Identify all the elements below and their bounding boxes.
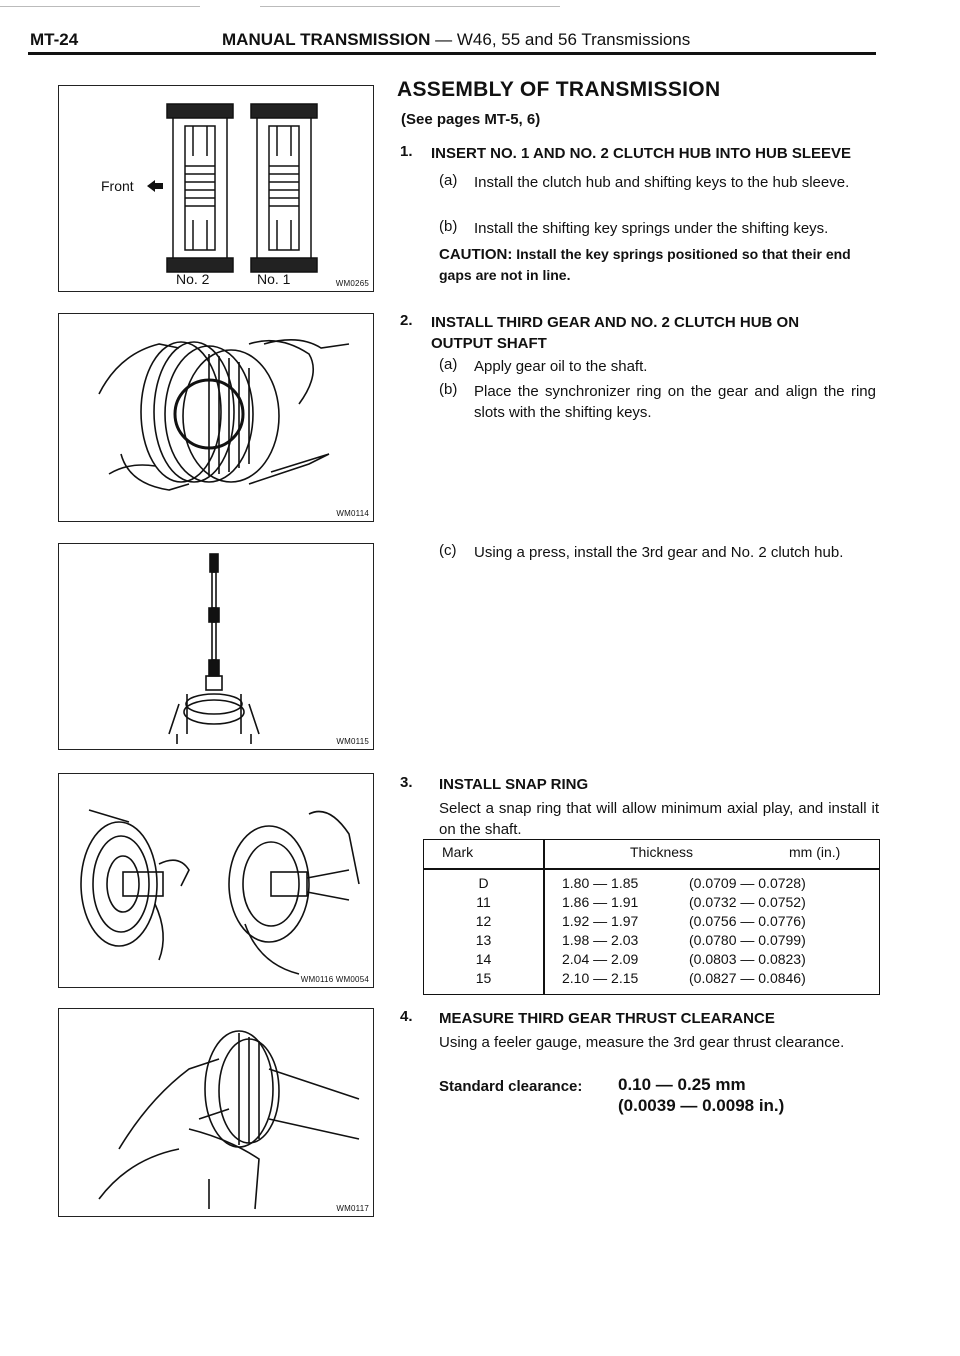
item-text: Apply gear oil to the shaft. xyxy=(474,358,648,375)
table-cell-mark: 12 xyxy=(475,913,492,929)
step-text: Using a feeler gauge, measure the 3rd gear thrust clearance. xyxy=(439,1034,845,1051)
step-number: 4. xyxy=(400,1008,413,1025)
figure-hub-sleeves xyxy=(58,85,374,292)
synchronizer-illustration xyxy=(59,314,373,521)
table-cell-mm: 1.98 — 2.03 xyxy=(562,932,639,948)
table-cell-inch: (0.0709 — 0.0728) xyxy=(689,875,806,891)
no1-label: No. 1 xyxy=(257,271,291,287)
table-cell-mark: D xyxy=(478,875,489,891)
item-label: (c) xyxy=(439,542,457,559)
press-illustration xyxy=(59,544,373,749)
step-number: 3. xyxy=(400,774,413,791)
figure-snap-ring xyxy=(58,773,374,988)
table-cell-mark: 14 xyxy=(475,951,492,967)
header-rule xyxy=(28,52,876,55)
step-title: INSERT NO. 1 AND NO. 2 CLUTCH HUB INTO HUB SLEEVE xyxy=(431,145,852,162)
spec-value-mm: 0.10 — 0.25 mm xyxy=(618,1075,746,1094)
scan-line xyxy=(260,6,560,7)
table-cell-inch: (0.0756 — 0.0776) xyxy=(689,913,806,929)
item-label: (a) xyxy=(439,172,458,189)
table-cell-mm: 1.80 — 1.85 xyxy=(562,875,639,891)
page-title-rest: — W46, 55 and 56 Transmissions xyxy=(430,30,691,49)
table-divider xyxy=(543,840,545,994)
page-code: MT-24 xyxy=(30,30,79,49)
step-number: 1. xyxy=(400,143,413,160)
feeler-gauge-illustration xyxy=(59,1009,373,1216)
table-cell-mm: 1.86 — 1.91 xyxy=(562,894,639,910)
figure-synchronizer-ring xyxy=(58,313,374,522)
section-reference: (See pages MT-5, 6) xyxy=(401,111,541,128)
figure-code: WM0117 xyxy=(336,1204,369,1213)
step-text: Select a snap ring that will allow minimum axial play, and install it on the shaft. xyxy=(439,800,879,838)
item-label: (b) xyxy=(439,381,458,398)
step-title: INSTALL THIRD GEAR AND NO. 2 CLUTCH HUB ON OUTPUT SHAFT xyxy=(431,314,800,352)
page-title-bold: MANUAL TRANSMISSION xyxy=(222,30,431,49)
table-cell-inch: (0.0827 — 0.0846) xyxy=(689,970,806,986)
table-divider xyxy=(424,868,879,870)
spec-label: Standard clearance: xyxy=(439,1078,583,1095)
figure-code: WM0265 xyxy=(335,279,369,288)
snap-ring-table xyxy=(423,839,880,995)
item-text: Using a press, install the 3rd gear and No. 2 clutch hub. xyxy=(474,544,844,561)
front-label: Front xyxy=(101,178,134,194)
table-cell-mark: 15 xyxy=(475,970,492,986)
table-cell-mark: 11 xyxy=(476,894,491,910)
figure-code: WM0114 xyxy=(336,509,369,518)
scan-line xyxy=(0,6,200,7)
table-header-mark: Mark xyxy=(442,844,474,860)
arrow-left-icon xyxy=(147,180,163,192)
item-text: Install the clutch hub and shifting keys to the hub sleeve. xyxy=(474,174,850,191)
step-title: INSTALL SNAP RING xyxy=(439,776,589,793)
item-label: (a) xyxy=(439,356,458,373)
step-number: 2. xyxy=(400,312,413,329)
figure-code: WM0115 xyxy=(336,737,369,746)
caution-note xyxy=(439,244,879,286)
no2-label: No. 2 xyxy=(176,271,210,287)
table-cell-inch: (0.0803 — 0.0823) xyxy=(689,951,806,967)
figure-code: WM0116 WM0054 xyxy=(300,975,369,984)
page-title xyxy=(222,30,690,50)
table-cell-mark: 13 xyxy=(475,932,492,948)
item-text: Install the shifting key springs under the shifting keys. xyxy=(474,220,829,237)
table-cell-inch: (0.0780 — 0.0799) xyxy=(689,932,806,948)
caution-label: CAUTION: xyxy=(439,246,513,263)
figure-feeler-gauge xyxy=(58,1008,374,1217)
table-cell-mm: 1.92 — 1.97 xyxy=(562,913,639,929)
table-cell-mm: 2.04 — 2.09 xyxy=(562,951,639,967)
table-header-thickness: Thickness xyxy=(630,844,694,860)
section-title: ASSEMBLY OF TRANSMISSION xyxy=(397,78,721,101)
item-label: (b) xyxy=(439,218,458,235)
caution-text: Install the key springs positioned so that their end gaps are not in line. xyxy=(439,246,851,283)
table-header-unit: mm (in.) xyxy=(789,844,841,860)
table-cell-inch: (0.0732 — 0.0752) xyxy=(689,894,806,910)
snap-ring-illustration xyxy=(59,774,373,987)
table-cell-mm: 2.10 — 2.15 xyxy=(562,970,639,986)
item-text: Place the synchronizer ring on the gear and align the ring slots with the shifting keys. xyxy=(474,383,876,421)
spec-value-in: (0.0039 — 0.0098 in.) xyxy=(618,1096,785,1115)
figure-press xyxy=(58,543,374,750)
step-title: MEASURE THIRD GEAR THRUST CLEARANCE xyxy=(439,1010,775,1027)
